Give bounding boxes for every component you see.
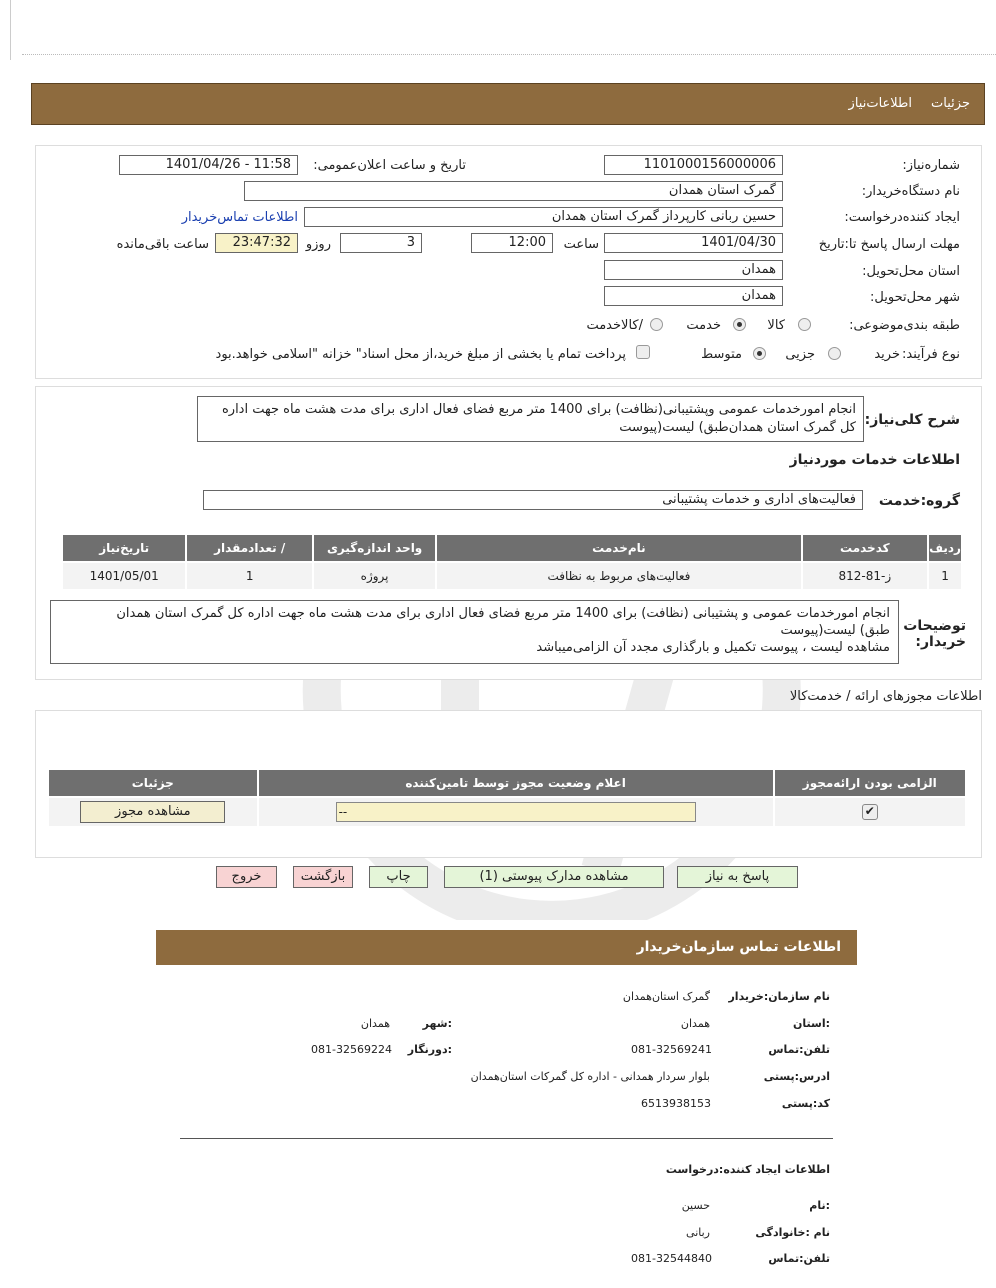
page-header: [31, 83, 985, 125]
view-permit-button[interactable]: مشاهده مجوز: [80, 801, 225, 823]
cell-quantity: 1: [187, 563, 311, 589]
col-row: ردیف: [929, 535, 961, 561]
services-header-row: [63, 535, 961, 561]
contact-province-label: :استان: [793, 1017, 830, 1030]
col-unit: واحد اندازه‌گیری: [314, 535, 435, 561]
contact-postal-label: کد:پستی: [781, 1097, 830, 1110]
cat-goods-label: کالا: [767, 318, 785, 333]
process-label: نوع فرآیند:: [902, 347, 960, 362]
creator-label: ایجاد کننده‌درخواست:: [844, 210, 960, 225]
view-docs-button[interactable]: مشاهده مدارک پیوستی (1): [444, 866, 664, 888]
creator-field: حسین ربانی کارپرداز گمرک استان همدان: [304, 207, 783, 227]
cell-service-code: ز-81-812: [803, 563, 927, 589]
dotted-divider: [22, 54, 996, 55]
services-table: [61, 533, 963, 591]
category-label: طبقه بندی‌موضوعی:: [849, 318, 960, 333]
deadline-time-label: ساعت: [563, 237, 599, 252]
province-field: همدان: [604, 260, 783, 280]
col-service-code: کدخدمت: [803, 535, 927, 561]
contact-city-value: همدان: [360, 1017, 390, 1030]
contact-city-label: :شهر: [422, 1017, 452, 1030]
payment-checkbox[interactable]: [636, 345, 650, 359]
buyer-notes-line1: انجام امورخدمات عمومی و پشتیبانی (نظافت) برای 1400 متر مربع فضای فعال اداری برای مدت هشت ماه جهت اداره کل گمرک استان همدان: [116, 606, 890, 621]
remaining-label: ساعت باقی‌مانده: [116, 237, 209, 252]
cell-permit-status: [259, 798, 773, 826]
creator-family-label: نام :خانوادگی: [755, 1226, 830, 1239]
creator-family-value: ربانی: [686, 1226, 710, 1239]
permits-table: [47, 768, 967, 828]
deadline-label: مهلت ارسال پاسخ تا:تاریخ: [818, 237, 960, 252]
contact-fax-label: :دورنگار: [407, 1043, 452, 1056]
proc-partial-radio[interactable]: [828, 347, 841, 360]
need-number-label: شماره‌نیاز:: [902, 158, 960, 173]
group-label: گروه:خدمت: [878, 493, 960, 509]
creator-section-title: اطلاعات ایجاد کننده:درخواست: [665, 1163, 830, 1176]
contact-address-label: ادرس:پستی: [763, 1070, 830, 1083]
contact-title: اطلاعات تماس سازمان‌خریدار: [636, 939, 841, 955]
col-permit-required: الزامی بودن ارائه‌مجوز: [775, 770, 965, 796]
exit-button[interactable]: خروج: [216, 866, 277, 888]
col-permit-status: اعلام وضعیت مجوز توسط تامین‌کننده: [259, 770, 773, 796]
permits-title: اطلاعات مجوزهای ارائه / خدمت‌کالا: [789, 689, 982, 704]
contact-divider: [180, 1138, 833, 1139]
city-field: همدان: [604, 286, 783, 306]
deadline-time-field: 12:00: [471, 233, 553, 253]
announce-label: تاریخ و ساعت اعلان‌عمومی:: [313, 158, 466, 173]
cat-goods-service-label: /کالاخدمت: [586, 318, 643, 333]
tab-details[interactable]: جزئیات: [931, 96, 970, 111]
cell-permit-required: [775, 798, 965, 826]
col-need-date: تاریخ‌نیاز: [63, 535, 185, 561]
cat-goods-service-radio[interactable]: [650, 318, 663, 331]
contact-fax-value: 081-32569224: [311, 1043, 392, 1056]
reply-button[interactable]: پاسخ به نیاز: [677, 866, 798, 888]
back-button[interactable]: بازگشت: [293, 866, 353, 888]
summary-text-box: انجام امورخدمات عمومی وپشتیبانی(نظافت) برای 1400 متر مربع فضای فعال اداری برای مدت هشت ماه جهت اداره کل گمرک استان همدان‌طبق) لیست(پیوست: [197, 396, 864, 442]
days-label: روزو: [305, 237, 331, 252]
cell-need-date: 1401/05/01: [63, 563, 185, 589]
contact-postal-value: 6513938153: [641, 1097, 711, 1110]
group-field: فعالیت‌های اداری و خدمات پشتیبانی: [203, 490, 863, 510]
creator-name-value: حسین: [681, 1199, 710, 1212]
proc-medium-radio[interactable]: [753, 347, 766, 360]
permit-status-field: --: [336, 802, 696, 822]
contact-phone-label: تلفن:تماس: [768, 1043, 830, 1056]
province-label: استان محل‌تحویل:: [862, 264, 960, 279]
need-number-field: 1101000156000006: [604, 155, 783, 175]
col-permit-details: جزئیات: [49, 770, 257, 796]
proc-medium-label: متوسط: [701, 347, 742, 362]
cell-permit-details: [49, 798, 257, 826]
table-row: [63, 563, 961, 589]
buyer-notes-label: توضیحات خریدار:: [903, 618, 966, 650]
buyer-label: نام دستگاه‌خریدار:: [861, 184, 960, 199]
cat-service-label: خدمت: [686, 318, 721, 333]
deadline-date-field: 1401/04/30: [604, 233, 783, 253]
print-button[interactable]: چاپ: [369, 866, 428, 888]
cat-goods-radio[interactable]: [798, 318, 811, 331]
org-value: گمرک استان‌همدان: [622, 990, 710, 1003]
contact-province-value: همدان: [680, 1017, 710, 1030]
contact-header: [156, 930, 857, 965]
col-quantity: / تعدادمقدار: [187, 535, 311, 561]
payment-note: پرداخت تمام یا بخشی از مبلغ خرید،از محل اسناد" خزانه "اسلامی خواهد.بود: [215, 347, 626, 362]
buyer-field: گمرک استان همدان: [244, 181, 783, 201]
contact-address-value: بلوار سردار همدانی - اداره کل گمرکات استان‌همدان: [470, 1070, 710, 1083]
buyer-contact-link[interactable]: اطلاعات تماس‌خریدار: [181, 210, 298, 225]
creator-name-label: :نام: [809, 1199, 830, 1212]
days-field: 3: [340, 233, 422, 253]
process-buy: خرید: [874, 347, 900, 362]
summary-label: شرح کلی‌نیاز:: [864, 412, 960, 428]
contact-phone-value: 081-32569241: [631, 1043, 712, 1056]
tab-need-info[interactable]: اطلاعات‌نیاز: [848, 96, 912, 111]
cat-service-radio[interactable]: [733, 318, 746, 331]
required-checkbox-icon: ✔: [862, 804, 878, 820]
org-label: نام سازمان:خریدار: [728, 990, 830, 1003]
proc-partial-label: جزیی: [785, 347, 815, 362]
buyer-notes-box: [50, 600, 899, 664]
table-row: [49, 798, 965, 826]
creator-phone-value: 081-32544840: [631, 1252, 712, 1265]
permits-header-row: [49, 770, 965, 796]
announce-field: 1401/04/26 - 11:58: [119, 155, 298, 175]
buyer-notes-line3: مشاهده لیست ، پیوست تکمیل و بارگذاری مجدد آن الزامی‌میباشد: [536, 640, 890, 655]
page-edge-line: [10, 0, 11, 60]
cell-row: 1: [929, 563, 961, 589]
col-service-name: نام‌خدمت: [437, 535, 800, 561]
city-label: شهر محل‌تحویل:: [870, 290, 960, 305]
buyer-notes-line2: طبق) لیست(پیوست: [780, 623, 890, 638]
remaining-time-field: 23:47:32: [215, 233, 298, 253]
cell-service-name: فعالیت‌های مربوط به نظافت: [437, 563, 800, 589]
cell-unit: پروژه: [314, 563, 435, 589]
services-title: اطلاعات خدمات موردنیاز: [789, 452, 960, 468]
creator-phone-label: تلفن:تماس: [768, 1252, 830, 1265]
